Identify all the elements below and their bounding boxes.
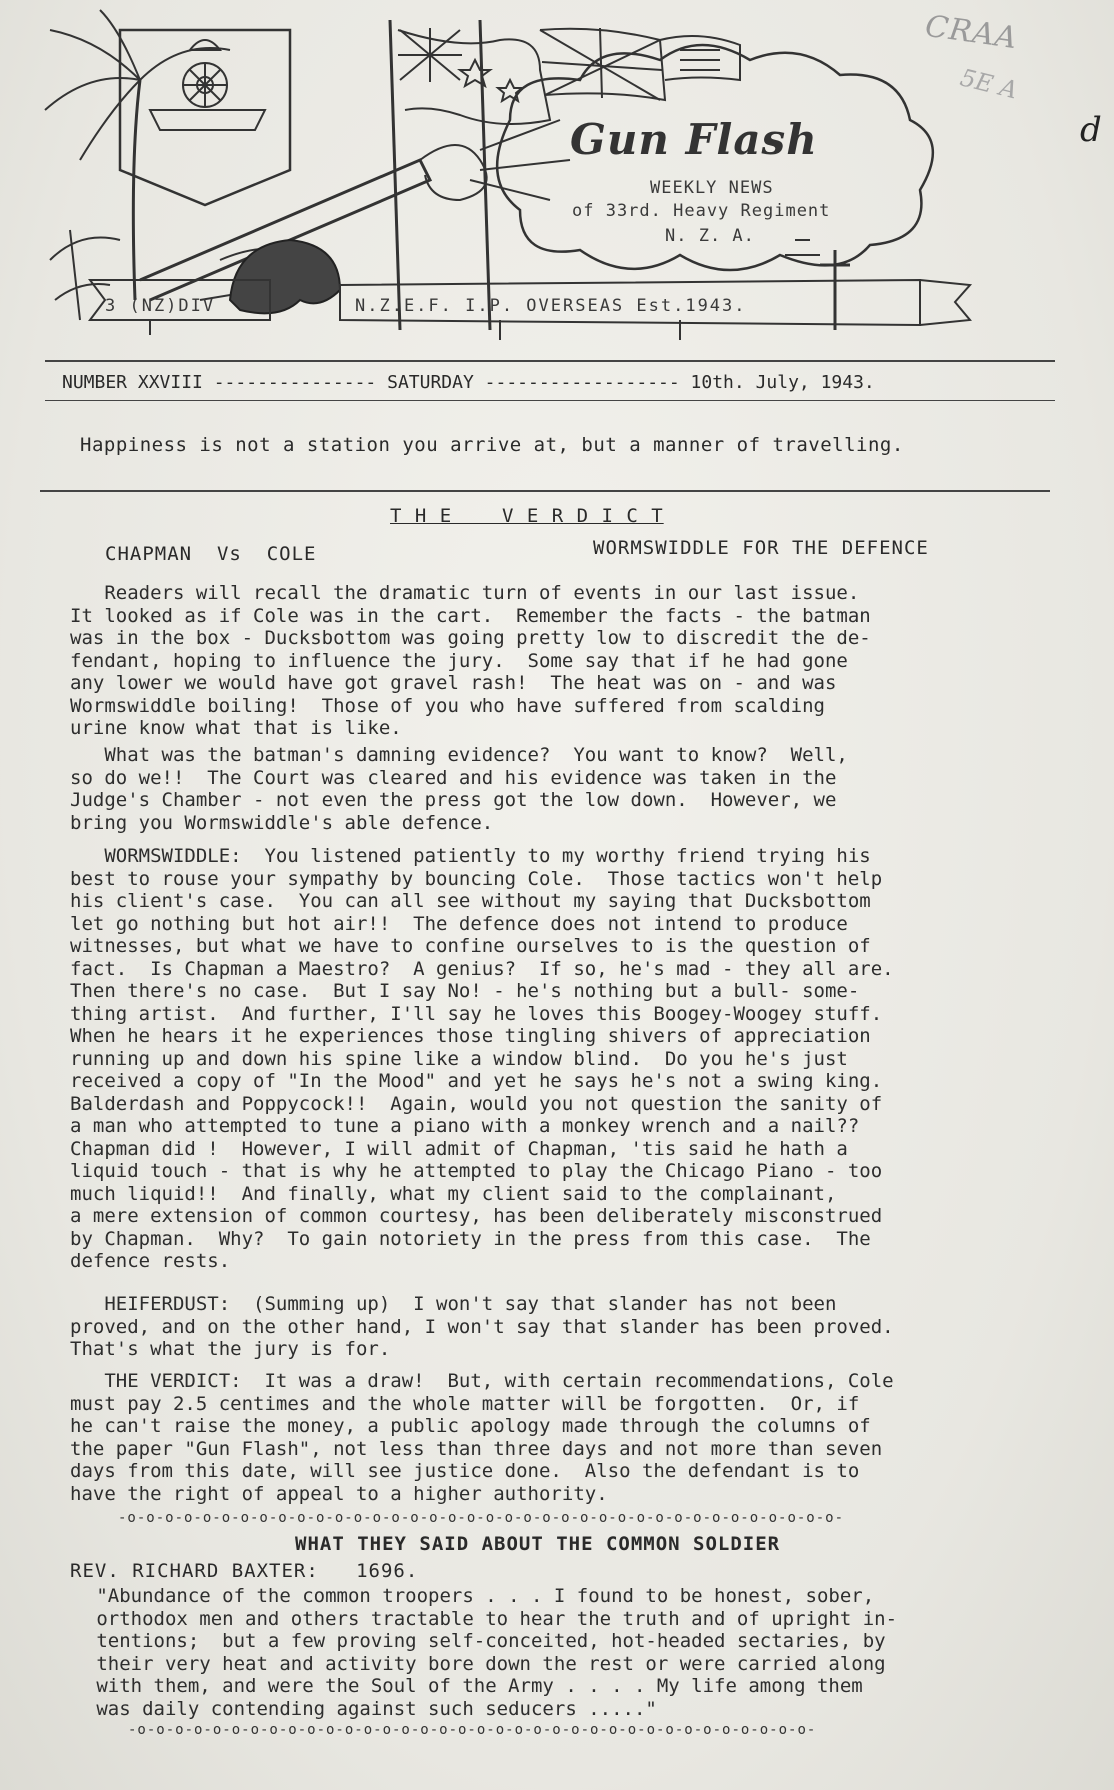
banner-right: N.Z.E.F. I.P. OVERSEAS Est.1943.	[355, 296, 747, 316]
masthead-subtitle-2: of 33rd. Heavy Regiment	[572, 201, 831, 221]
article-paragraph: HEIFERDUST: (Summing up) I won't say that slander has not been proved, and on the other hand, I won't say that slander has been proved. That's what the jury is for.	[70, 1293, 894, 1360]
article-paragraph: THE VERDICT: It was a draw! But, with certain recommendations, Cole must pay 2.5 centimes and the whole matter will be forgotten. Or, if he can't raise the money, a public apology made through the columns of the paper "Gun Flash", not less than three days and not more than seven days from this date, will see justice done. Also the defendant is to have the right of appeal to a higher authority.	[70, 1370, 894, 1505]
motto: Happiness is not a station you arrive at, but a manner of travelling.	[80, 434, 904, 456]
cross-icon	[785, 240, 850, 330]
separator: -o-o-o-o-o-o-o-o-o-o-o-o-o-o-o-o-o-o-o-o-o-o-o-o-o-o-o-o-o-o-o-o-o-o-o-o-	[128, 1722, 817, 1738]
case-subtitle: WORMSWIDDLE FOR THE DEFENCE	[593, 537, 929, 559]
divider	[45, 360, 1055, 362]
regiment-badge-icon	[120, 30, 290, 205]
article-paragraph: Readers will recall the dramatic turn of events in our last issue. It looked as if Cole was in the cart. Remember the facts - the batman was in the box - Ducksbottom was going pretty low to discredit the de- fendant, hoping to influence the jury. Some say that if he had gone any lower we would have got gravel rash! The heat was on - and was Wormswiddle boiling! Those of you who have suffered from scalding urine know what that is like.	[70, 582, 871, 739]
separator: -o-o-o-o-o-o-o-o-o-o-o-o-o-o-o-o-o-o-o-o-o-o-o-o-o-o-o-o-o-o-o-o-o-o-o-o-o-o-	[118, 1510, 845, 1526]
case-title: CHAPMAN Vs COLE	[105, 543, 317, 565]
handwritten-note-3: d	[1080, 110, 1102, 150]
masthead-subtitle-1: WEEKLY NEWS	[650, 178, 774, 198]
article-heading: T H E V E R D I C T	[390, 505, 664, 527]
article2-byline: REV. RICHARD BAXTER: 1696.	[70, 1560, 419, 1582]
divider	[45, 400, 1055, 401]
article-paragraph: What was the batman's damning evidence? You want to know? Well, so do we!! The Court was cleared and his evidence was taken in the Judge's Chamber - not even the press got the low down. However, we bring you Wormswiddle's able defence.	[70, 744, 848, 834]
article2-heading: WHAT THEY SAID ABOUT THE COMMON SOLDIER	[295, 1533, 781, 1555]
article2-quote: "Abundance of the common troopers . . . I found to be honest, sober, orthodox men and others tractable to hear the truth and of upright in- tentions; but a few proving self-conceited, hot-headed sectaries, by their very heat and activity bore down the rest or were carried along with them, and were the Soul of the Army . . . . My life among them was daily contending against such seducers ....."	[96, 1585, 898, 1720]
article-paragraph: WORMSWIDDLE: You listened patiently to my worthy friend trying his best to rouse your sympathy by bouncing Cole. Those tactics won't help his client's case. You can all see without my saying that Ducksbottom let go nothing but hot air!! The defence does not intend to produce witnesses, but what we have to confine ourselves to is the question of fact. Is Chapman a Maestro? A genius? If so, he's mad - they all are. Then there's no case. But I say No! - he's nothing but a bull- some- thing artist. And further, I'll say he loves this Boogey-Woogey stuff. When he hears it he experiences those tingling shivers of appreciation running up and down his spine like a window blind. Do you he's just received a copy of "In the Mood" and yet he says he's not a swing king. Balderdash and Poppycock!! Again, would you not question the sanity of a man who attempted to tune a piano with a monkey wrench and a nail?? Chapman did ! However, I will admit of Chapman, 'tis said he hath a liquid touch - that is why he attempted to play the Chicago Piano - too much liquid!! And finally, what my client said to the complainant, a mere extension of common courtesy, has been deliberately misconstrued by Chapman. Why? To gain notoriety in the press from this case. The defence rests.	[70, 845, 894, 1272]
divider	[40, 490, 1050, 492]
banner-left: 3 (NZ)DIV	[105, 296, 216, 316]
handwritten-note: CRAA	[923, 8, 1020, 57]
masthead-subtitle-3: N. Z. A.	[665, 226, 755, 246]
gun-icon	[140, 120, 570, 300]
dateline: NUMBER XXVIII --------------- SATURDAY ------------------ 10th. July, 1943.	[62, 372, 875, 393]
masthead-title: Gun Flash	[570, 115, 818, 164]
handwritten-note-2: 5E A	[957, 63, 1021, 105]
